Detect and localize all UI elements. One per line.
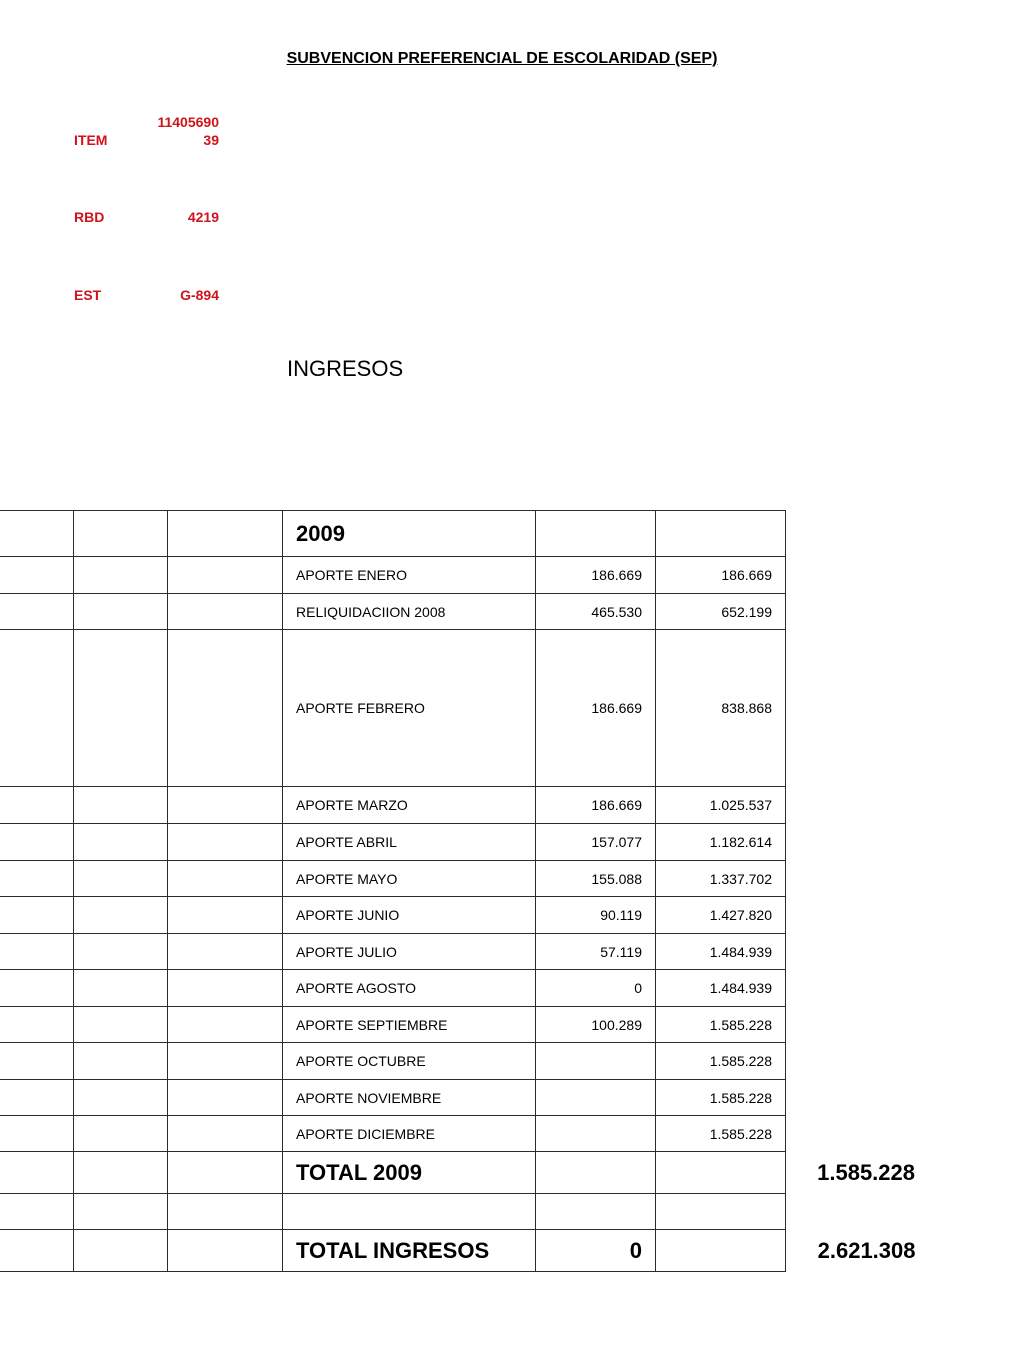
blank-cell (0, 1152, 74, 1194)
blank-cell (74, 557, 168, 594)
row-label: APORTE MAYO (283, 861, 536, 897)
table-row (0, 1007, 916, 1043)
blank-cell (168, 897, 283, 934)
row-label: APORTE ABRIL (283, 824, 536, 861)
blank-cell (656, 511, 786, 557)
blank-cell (168, 1080, 283, 1116)
row-amount: 0 (536, 970, 656, 1007)
row-cumulative: 1.585.228 (656, 1080, 786, 1116)
row-cumulative: 838.868 (656, 630, 786, 787)
item-value-top: 11405690 (157, 114, 219, 130)
blank-cell (0, 594, 74, 630)
blank-cell (74, 1043, 168, 1080)
table-row (0, 824, 916, 861)
blank-cell (656, 1152, 786, 1194)
row-cumulative: 1.025.537 (656, 787, 786, 824)
blank-cell (168, 824, 283, 861)
row-amount (536, 1116, 656, 1152)
row-cumulative: 1.182.614 (656, 824, 786, 861)
blank-cell (0, 970, 74, 1007)
total-income-label: TOTAL INGRESOS (283, 1230, 536, 1272)
table-row (0, 861, 916, 897)
blank-cell (74, 1152, 168, 1194)
total-year-label: TOTAL 2009 (283, 1152, 536, 1194)
table-row (0, 1194, 916, 1230)
blank-cell (656, 1230, 786, 1272)
row-label: APORTE JULIO (283, 934, 536, 970)
row-cumulative: 1.585.228 (656, 1043, 786, 1080)
blank-cell (536, 511, 656, 557)
row-amount: 155.088 (536, 861, 656, 897)
blank-cell (74, 594, 168, 630)
blank-cell (0, 1007, 74, 1043)
row-cumulative: 1.585.228 (656, 1007, 786, 1043)
table-row (0, 1043, 916, 1080)
blank-cell (786, 594, 916, 630)
row-amount: 57.119 (536, 934, 656, 970)
table-row (0, 897, 916, 934)
blank-cell (168, 861, 283, 897)
blank-cell (74, 787, 168, 824)
row-cumulative: 1.337.702 (656, 861, 786, 897)
blank-cell (168, 1152, 283, 1194)
blank-cell (786, 1043, 916, 1080)
blank-cell (168, 1116, 283, 1152)
blank-cell (0, 787, 74, 824)
item-label: ITEM (74, 132, 108, 148)
row-label: APORTE OCTUBRE (283, 1043, 536, 1080)
blank-cell (168, 1194, 283, 1230)
row-amount: 157.077 (536, 824, 656, 861)
blank-cell (74, 1080, 168, 1116)
row-label: APORTE ENERO (283, 557, 536, 594)
blank-cell (786, 787, 916, 824)
blank-cell (0, 897, 74, 934)
row-amount: 100.289 (536, 1007, 656, 1043)
row-label: APORTE DICIEMBRE (283, 1116, 536, 1152)
blank-cell (74, 1007, 168, 1043)
row-label: APORTE JUNIO (283, 897, 536, 934)
blank-cell (74, 511, 168, 557)
blank-cell (786, 1007, 916, 1043)
blank-cell (168, 594, 283, 630)
blank-cell (168, 1230, 283, 1272)
blank-cell (74, 934, 168, 970)
blank-cell (168, 787, 283, 824)
total-income-amount: 0 (536, 1230, 656, 1272)
blank-cell (786, 630, 916, 787)
blank-cell (786, 557, 916, 594)
row-label: APORTE MARZO (283, 787, 536, 824)
row-label: APORTE SEPTIEMBRE (283, 1007, 536, 1043)
blank-cell (536, 1194, 656, 1230)
row-amount: 186.669 (536, 630, 656, 787)
income-table (0, 510, 916, 1272)
blank-cell (74, 897, 168, 934)
blank-cell (168, 970, 283, 1007)
blank-cell (786, 1194, 916, 1230)
blank-cell (786, 1116, 916, 1152)
total-year-value: 1.585.228 (817, 1159, 915, 1185)
table-row (0, 1080, 916, 1116)
table-row (0, 557, 916, 594)
blank-cell (0, 934, 74, 970)
section-title: INGRESOS (287, 356, 404, 381)
blank-cell (74, 824, 168, 861)
table-row (0, 787, 916, 824)
year-cell: 2009 (283, 511, 536, 557)
est-value: G-894 (180, 287, 219, 303)
blank-cell (0, 824, 74, 861)
table-row (0, 594, 916, 630)
row-label: APORTE FEBRERO (283, 630, 536, 787)
row-label: APORTE AGOSTO (283, 970, 536, 1007)
row-cumulative: 652.199 (656, 594, 786, 630)
blank-cell (0, 511, 74, 557)
row-cumulative: 186.669 (656, 557, 786, 594)
blank-cell (0, 1194, 74, 1230)
blank-cell (168, 1007, 283, 1043)
blank-cell (74, 970, 168, 1007)
total-income-value: 2.621.308 (817, 1237, 916, 1263)
blank-cell (168, 557, 283, 594)
blank-cell (283, 1194, 536, 1230)
row-cumulative: 1.427.820 (656, 897, 786, 934)
row-amount: 465.530 (536, 594, 656, 630)
table-row (0, 1116, 916, 1152)
blank-cell (0, 1116, 74, 1152)
row-cumulative: 1.585.228 (656, 1116, 786, 1152)
blank-cell (0, 1043, 74, 1080)
blank-cell (786, 934, 916, 970)
row-cumulative: 1.484.939 (656, 970, 786, 1007)
table-row (0, 630, 916, 787)
blank-cell (0, 630, 74, 787)
row-amount: 186.669 (536, 787, 656, 824)
blank-cell (168, 511, 283, 557)
total-year-row (0, 1152, 916, 1194)
row-cumulative: 1.484.939 (656, 934, 786, 970)
blank-cell (786, 1080, 916, 1116)
blank-cell (0, 557, 74, 594)
row-label: RELIQUIDACIION 2008 (283, 594, 536, 630)
blank-cell (168, 1043, 283, 1080)
blank-cell (786, 861, 916, 897)
est-label: EST (74, 287, 102, 303)
blank-cell (786, 897, 916, 934)
blank-cell (74, 861, 168, 897)
blank-cell (786, 511, 916, 557)
row-label: APORTE NOVIEMBRE (283, 1080, 536, 1116)
row-amount (536, 1080, 656, 1116)
blank-cell (786, 970, 916, 1007)
blank-cell (0, 861, 74, 897)
blank-cell (0, 1080, 74, 1116)
blank-cell (168, 630, 283, 787)
row-amount: 90.119 (536, 897, 656, 934)
total-income-row (0, 1230, 916, 1272)
blank-cell (74, 1116, 168, 1152)
blank-cell (0, 1230, 74, 1272)
item-value-bottom: 39 (203, 132, 219, 148)
blank-cell (74, 1230, 168, 1272)
blank-cell (786, 824, 916, 861)
table-row (0, 934, 916, 970)
row-amount (536, 1043, 656, 1080)
blank-cell (656, 1194, 786, 1230)
table-row (0, 970, 916, 1007)
row-amount: 186.669 (536, 557, 656, 594)
document-title: SUBVENCION PREFERENCIAL DE ESCOLARIDAD (SEP) (286, 50, 718, 67)
table-header-row (0, 511, 916, 557)
rbd-value: 4219 (187, 209, 219, 225)
blank-cell (168, 934, 283, 970)
blank-cell (536, 1152, 656, 1194)
blank-cell (74, 630, 168, 787)
rbd-label: RBD (74, 209, 105, 225)
blank-cell (74, 1194, 168, 1230)
